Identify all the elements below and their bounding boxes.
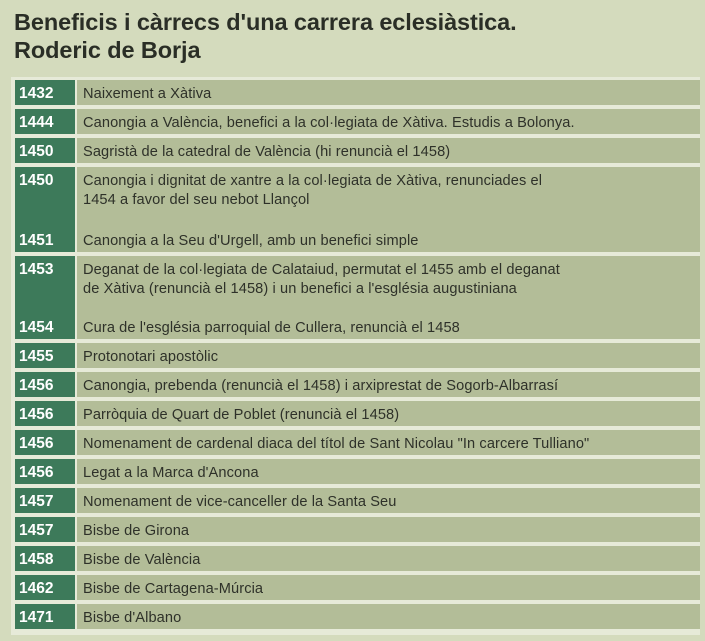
table-row xyxy=(11,517,700,542)
description-cell: Canongia i dignitat de xantre a la col·legiata de Xàtiva, renunciades el 1454 a favor del seu nebot Llançol xyxy=(77,167,700,228)
table-row xyxy=(11,80,700,105)
year-cell: 1453 xyxy=(15,256,75,314)
table-row xyxy=(11,604,700,629)
table-row xyxy=(11,459,700,484)
table-row xyxy=(11,401,700,426)
year-cell: 1454 xyxy=(15,314,75,339)
description-cell: Parròquia de Quart de Poblet (renuncià el 1458) xyxy=(77,401,700,426)
career-table xyxy=(11,77,700,635)
table-row xyxy=(11,167,700,228)
year-cell: 1456 xyxy=(15,372,75,397)
year-cell: 1450 xyxy=(15,167,75,228)
table-row xyxy=(11,372,700,397)
year-cell: 1456 xyxy=(15,430,75,455)
table-row xyxy=(11,138,700,163)
title-line-2: Roderic de Borja xyxy=(14,37,201,63)
table-row xyxy=(11,430,700,455)
description-cell: Canongia a València, benefici a la col·legiata de Xàtiva. Estudis a Bolonya. xyxy=(77,109,700,134)
year-cell: 1457 xyxy=(15,488,75,513)
page-title xyxy=(14,8,517,64)
table-row xyxy=(11,256,700,314)
year-cell: 1462 xyxy=(15,575,75,600)
description-cell: Nomenament de cardenal diaca del títol de Sant Nicolau "In carcere Tulliano" xyxy=(77,430,700,455)
table-row xyxy=(11,314,700,339)
table-row xyxy=(11,109,700,134)
year-cell: 1444 xyxy=(15,109,75,134)
table-row xyxy=(11,227,700,252)
table-row xyxy=(11,546,700,571)
description-cell: Bisbe d'Albano xyxy=(77,604,700,629)
title-line-1: Beneficis i càrrecs d'una carrera eclesiàstica. xyxy=(14,9,517,35)
table-row xyxy=(11,343,700,368)
year-cell: 1457 xyxy=(15,517,75,542)
year-cell: 1456 xyxy=(15,459,75,484)
description-cell: Bisbe de València xyxy=(77,546,700,571)
description-cell: Sagristà de la catedral de València (hi renuncià el 1458) xyxy=(77,138,700,163)
table-row xyxy=(11,575,700,600)
description-cell: Bisbe de Girona xyxy=(77,517,700,542)
description-cell: Cura de l'església parroquial de Cullera, renuncià el 1458 xyxy=(77,314,700,339)
description-cell: Canongia, prebenda (renuncià el 1458) i arxiprestat de Sogorb-Albarrasí xyxy=(77,372,700,397)
year-cell: 1432 xyxy=(15,80,75,105)
description-cell: Legat a la Marca d'Ancona xyxy=(77,459,700,484)
description-cell: Protonotari apostòlic xyxy=(77,343,700,368)
description-cell: Nomenament de vice-canceller de la Santa Seu xyxy=(77,488,700,513)
description-cell: Deganat de la col·legiata de Calataiud, permutat el 1455 amb el deganat de Xàtiva (renuncià el 1458) i un benefici a l'església augustiniana xyxy=(77,256,700,314)
year-cell: 1458 xyxy=(15,546,75,571)
year-cell: 1455 xyxy=(15,343,75,368)
description-cell: Bisbe de Cartagena-Múrcia xyxy=(77,575,700,600)
year-cell: 1456 xyxy=(15,401,75,426)
description-cell: Naixement a Xàtiva xyxy=(77,80,700,105)
year-cell: 1471 xyxy=(15,604,75,629)
table-row xyxy=(11,488,700,513)
year-cell: 1450 xyxy=(15,138,75,163)
description-cell: Canongia a la Seu d'Urgell, amb un benefici simple xyxy=(77,227,700,252)
year-cell: 1451 xyxy=(15,227,75,252)
